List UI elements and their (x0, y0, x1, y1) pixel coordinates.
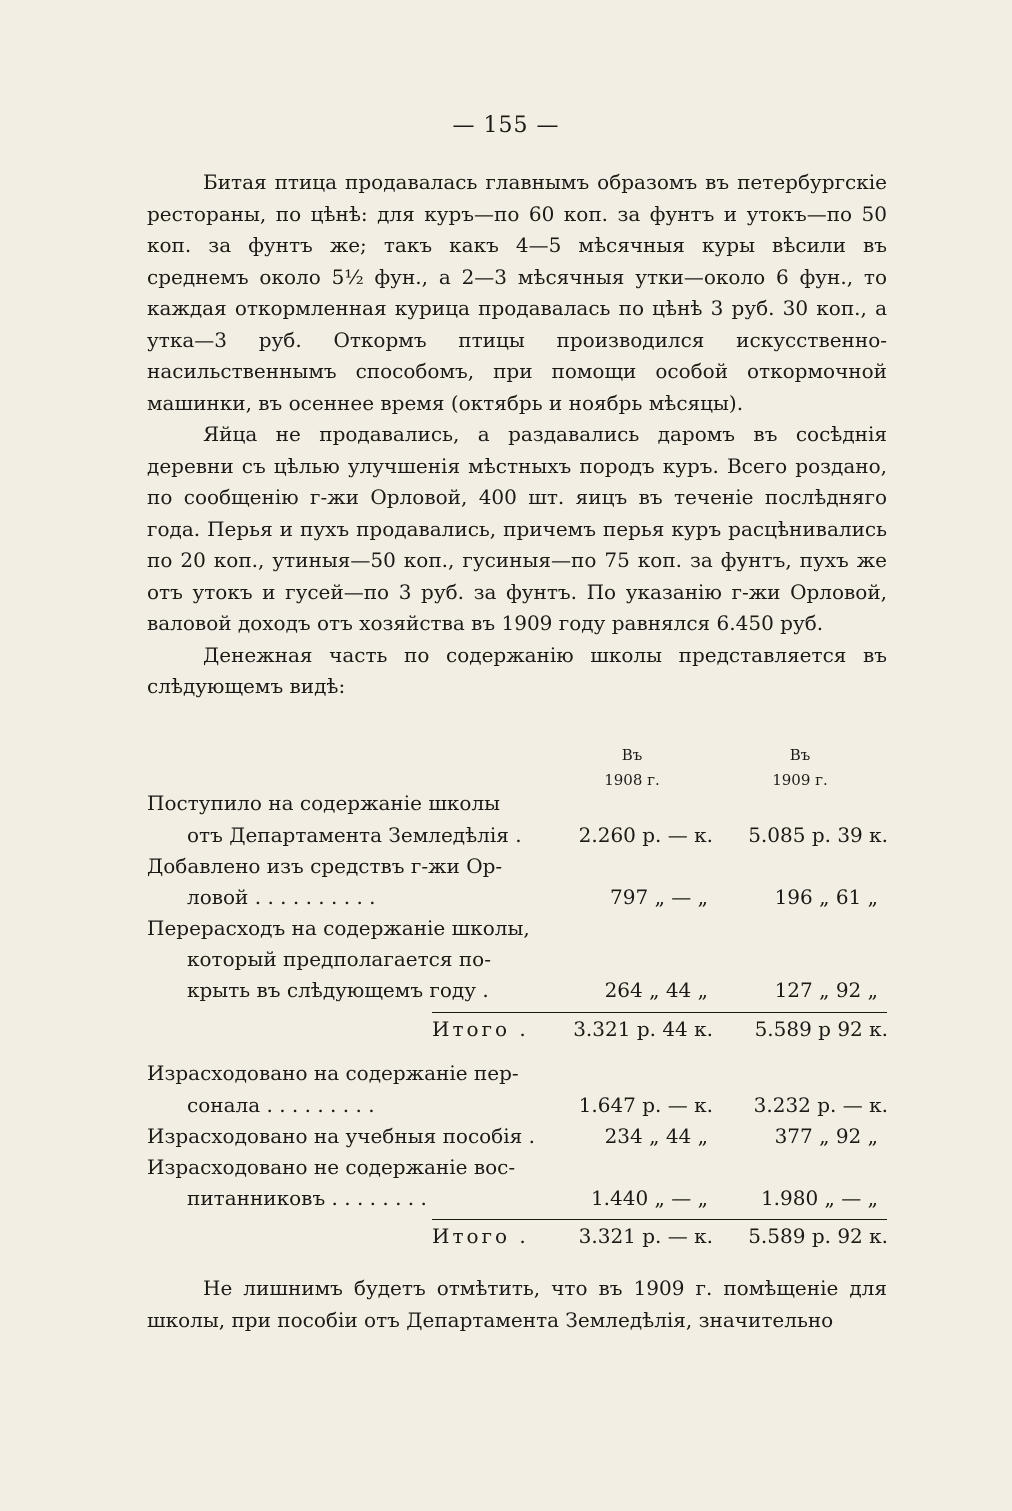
row-label: Перерасходъ на содержаніе школы, (147, 916, 530, 940)
row-label: крыть въ слѣдующемъ году . (187, 978, 489, 1002)
row-label: питанниковъ . . . . . . . . (187, 1186, 427, 1210)
value-1909: 5.085 р. 39 к. (748, 823, 888, 847)
value-1908: 234 „ 44 „ (604, 1124, 708, 1148)
total-1908: 3.321 р. — к. (578, 1224, 713, 1248)
value-1908: 264 „ 44 „ (604, 978, 708, 1002)
row-label: Израсходовано на содержаніе пер- (147, 1061, 519, 1085)
row-label: Израсходовано на учебныя пособія . (147, 1124, 535, 1148)
value-1909: 1.980 „ — „ (760, 1186, 878, 1210)
value-1909: 3.232 р. — к. (753, 1093, 888, 1117)
paragraph-closing: Не лишнимъ будетъ отмѣтить, что въ 1909 г. помѣщеніе для школы, при пособіи отъ Департамента Земледѣлія, значительно (147, 1276, 887, 1332)
row-label: который предполагается по- (187, 947, 491, 971)
value-1909: 196 „ 61 „ (774, 885, 878, 909)
total-rule (432, 1219, 887, 1220)
value-1908: 1.440 „ — „ (590, 1186, 708, 1210)
col1908-header-top: Въ (621, 746, 643, 764)
total-rule (432, 1012, 887, 1013)
col1909-header-top: Въ (789, 746, 811, 764)
row-label: Добавлено изъ средствъ г-жи Ор- (147, 854, 503, 878)
total-label: Итого . (432, 1017, 529, 1041)
value-1908: 1.647 р. — к. (578, 1093, 713, 1117)
paragraph-poultry: Битая птица продавалась главнымъ образомъ въ петербургскіе рестораны, по цѣнѣ: для куръ—по 60 коп. за фунтъ и утокъ—по 50 коп. за фунтъ же; такъ какъ 4—5 мѣсячныя куры вѣсили въ среднемъ около 5½ фун., а 2—3 мѣсячныя утки—около 6 фун., то каждая откормленная курица продавалась по цѣнѣ 3 руб. 30 коп., а утка—3 руб. Откормъ птицы производился искусственно-насильственнымъ способомъ, при помощи особой откормочной машинки, въ осеннее время (октябрь и ноябрь мѣсяцы). (147, 170, 887, 415)
row-label: сонала . . . . . . . . . (187, 1093, 375, 1117)
col1908-header-year: 1908 г. (604, 771, 660, 789)
row-label: Поступило на содержаніе школы (147, 791, 501, 815)
row-label: ловой . . . . . . . . . . (187, 885, 376, 909)
paragraph-ledger-intro: Денежная часть по содержанію школы представляется въ слѣдующемъ видѣ: (147, 642, 887, 698)
row-label: Израсходовано не содержаніе вос- (147, 1155, 516, 1179)
value-1908: 797 „ — „ (610, 885, 708, 909)
paragraph-eggs: Яйца не продавались, а раздавались даромъ въ сосѣднія деревни съ цѣлью улучшенія мѣстныхъ породъ куръ. Всего роздано, по сообщенію г-жи Орловой, 400 шт. яицъ въ теченіе послѣдняго года. Перья и пухъ продавались, причемъ перья куръ расцѣнивались по 20 коп., утиныя—50 коп., гусиныя—по 75 коп. за фунтъ, пухъ же отъ утокъ и гусей—по 3 руб. за фунтъ. По указанію г-жи Орловой, валовой доходъ отъ хозяйства въ 1909 году равнялся 6.450 руб. (147, 422, 887, 635)
total-1909: 5.589 р. 92 к. (748, 1224, 888, 1248)
closing-text (147, 1273, 887, 1336)
value-1908: 2.260 р. — к. (578, 823, 713, 847)
page-number: — 155 — (452, 113, 560, 138)
total-1908: 3.321 р. 44 к. (573, 1017, 713, 1041)
row-label: отъ Департамента Земледѣлія . (187, 823, 522, 847)
total-label: Итого . (432, 1224, 529, 1248)
col1909-header-year: 1909 г. (772, 771, 828, 789)
total-1909: 5.589 р 92 к. (754, 1017, 888, 1041)
value-1909: 377 „ 92 „ (774, 1124, 878, 1148)
value-1909: 127 „ 92 „ (774, 978, 878, 1002)
